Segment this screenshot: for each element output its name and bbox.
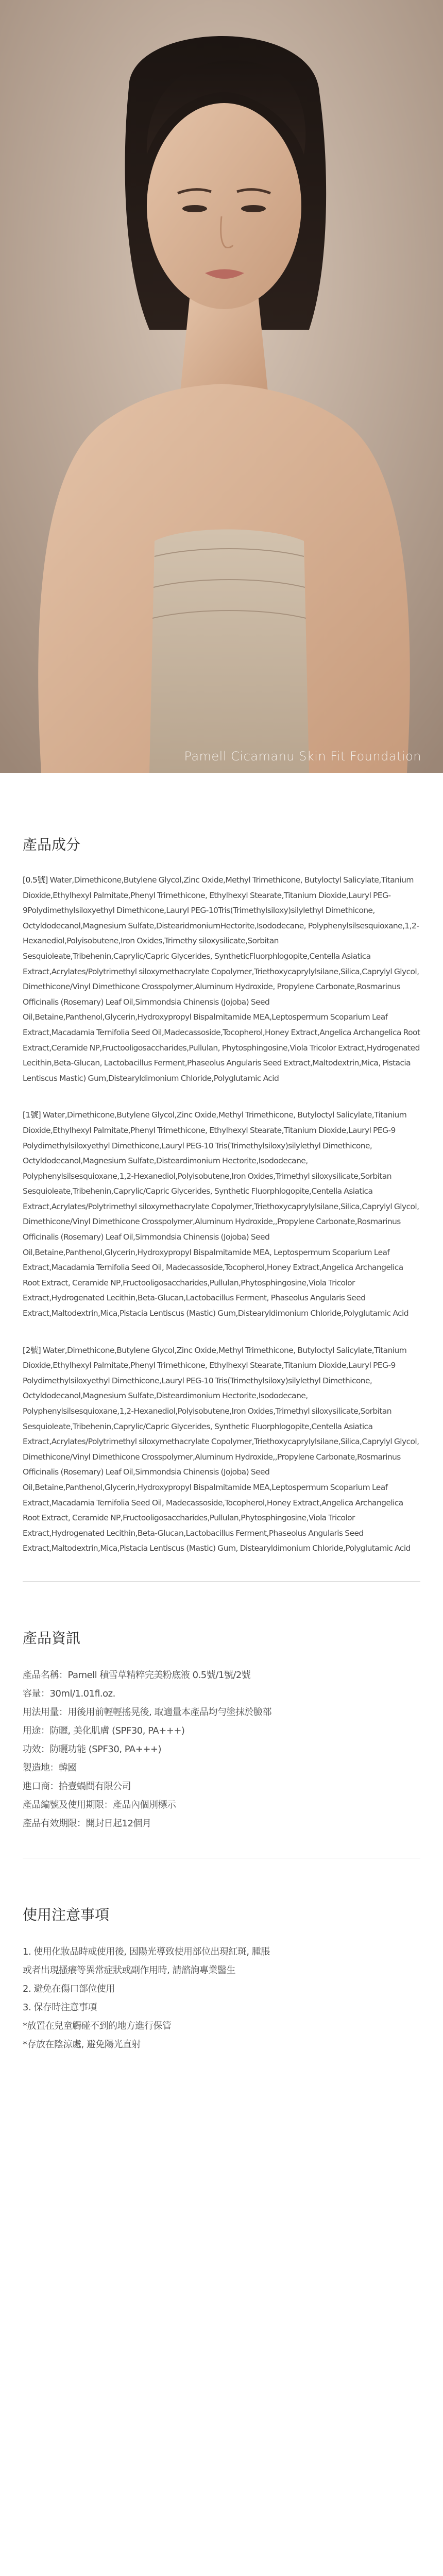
- shade-tag: [0.5號]: [23, 875, 48, 885]
- ingredients-block-0-5: [23, 873, 420, 1086]
- product-info-title: 產品資訊: [23, 1629, 81, 1647]
- info-line: 用途：防曬, 美化肌膚 (SPF30, PA+++): [23, 1725, 185, 1736]
- ingredients-title: 產品成分: [23, 836, 81, 853]
- ingredients-text: Water,Dimethicone,Butylene Glycol,Zinc Oxide,Methyl Trimethicone, Butyloctyl Salicylate,Titanium Dioxide,Ethylhexyl Palmitate,Phenyl Trimethicone, Ethylhexyl Stearate,Titanium Dioxide,Lauryl PEG-9Polydimethylsiloxyethyl Dimethicone,Lauryl PEG-10Tris(Trimethylsiloxy)silylethyl Dimethicone, Octyldodecanol,Magnesium Sulfate,DistearidmoniumHectorite,Isododecane, Polyphenylsilsesquioxane,1,2-Hexanediol,Polyisobutene,Iron Oxides,Trimethy siloxysilicate,Sorbitan Sesquioleate,Tribehenin,Caprylic/Capric Glycerides, SyntheticFluorphlogopite,Centella Asiatica Extract,Acrylates/Polytrimethyl siloxymethacrylate Copolymer,Triethoxycaprylylsilane,Silica,Caprylyl Glycol, Dimethicone/Vinyl Dimethicone Crosspolymer,Aluminum Hydroxide, Propylene Carbonate,Rosmarinus Officinalis (Rosemary) Leaf Oil,Simmondsia Chinensis (Jojoba) Seed Oil,Betaine,Panthenol,Glycerin,Hydroxypropyl Bispalmitamide MEA,Leptospermum Scoparium Leaf Extract,Macadamia Ternifolia Seed Oil,Madecassoside,Tocopherol,Honey Extract,Angelica Archangelica Root Extract,Ceramide NP,Fructooligosaccharides,Pullulan, Phytosphingosine,Viola Tricolor Extract,Hydrogenated Lecithin,Beta-Glucan, Lactobacillus Ferment,Phaseolus Angularis Seed Extract,Maltodextrin,Mica, Pistacia Lentiscus Mastic) Gum,Distearyldimonium Chloride,Polyglutamic Acid: [23, 875, 420, 1083]
- caution-title: 使用注意事項: [23, 1906, 110, 1923]
- hero-caption: Pamell Cicamanu Skin Fit Foundation: [184, 749, 421, 764]
- ingredients-text: Water,Dimethicone,Butylene Glycol,Zinc Oxide,Methyl Trimethicone, Butyloctyl Salicylate,Titanium Dioxide,Ethylhexyl Palmitate,Phenyl Trimethicone, Ethylhexyl Stearate,Titanium Dioxide,Lauryl PEG-9 Polydimethylsiloxyethyl Dimethicone,Lauryl PEG-10 Tris(Trimethylsiloxy)silylethyl Dimethicone, Octyldodecanol,Magnesium Sulfate,Disteardimonium Hectorite,Isododecane, Polyphenylsilsesquioxane,1,2-Hexanediol,Polyisobutene,Iron Oxides,Trimethyl siloxysilicate,Sorbitan Sesquioleate,Tribehenin,Caprylic/Capric Glycerides, Synthetic Fluorphlogopite,Centella Asiatica Extract,Acrylates/Polytrimethyl siloxymethacrylate Copolymer,Triethoxycaprylylsilane,Silica,Caprylyl Glycol, Dimethicone/Vinyl Dimethicone Crosspolymer,Aluminum Hydroxide,,Propylene Carbonate,Rosmarinus Officinalis (Rosemary) Leaf Oil,Simmondsia Chinensis (Jojoba) Seed Oil,Betaine,Panthenol,Glycerin,Hydroxypropyl Bispalmitamide MEA, Leptospermum Scoparium Leaf Extract,Macadamia Ternifolia Seed Oil, Madecassoside,Tocopherol,Honey Extract,Angelica Archangelica Root Extract, Ceramide NP,Fructooligosaccharides,Pullulan,Phytosphingosine,Viola Tricolor Extract,Hydrogenated Lecithin,Beta-Glucan,Lactobacillus Ferment, Phaseolus Angularis Seed Extract,Maltodextrin,Mica,Pistacia Lentiscus (Mastic) Gum,Distearyldimonium Chloride,Polyglutamic Acid: [23, 1110, 419, 1318]
- ingredients-block-2: [23, 1343, 420, 1556]
- product-info-list: [23, 1666, 420, 1833]
- info-line: 產品有效期限：開封日起12個月: [23, 1818, 151, 1829]
- caution-line: *放置在兒童觸碰不到的地方進行保管: [23, 2020, 172, 2031]
- caution-line: 1. 使用化妝品時或使用後, 因陽光導致使用部位出現紅斑, 腫脹: [23, 1946, 270, 1957]
- product-details: [0, 773, 443, 2085]
- ingredients-block-1: [23, 1108, 420, 1321]
- shade-tag: [2號]: [23, 1345, 41, 1355]
- model-photo: [0, 0, 443, 773]
- section-divider: [23, 1581, 420, 1582]
- info-line: 進口商：拾壹蝸間有限公司: [23, 1781, 131, 1792]
- caution-line: 或者出現搔癢等異常症狀或副作用時, 請諮詢專業醫生: [23, 1964, 235, 1976]
- info-line: 產品名稱：Pamell 積雪草精粹完美粉底液 0.5號/1號/2號: [23, 1669, 251, 1681]
- shade-tag: [1號]: [23, 1110, 41, 1120]
- info-line: 用法用量：用後用前輕輕搖晃後, 取適量本產品均勻塗抹於臉部: [23, 1706, 271, 1718]
- caution-line: 2. 避免在傷口部位使用: [23, 1983, 115, 1994]
- caution-line: 3. 保存時注意事項: [23, 2002, 97, 2013]
- info-line: 容量：30ml/1.01fl.oz.: [23, 1688, 115, 1699]
- ingredients-text: Water,Dimethicone,Butylene Glycol,Zinc Oxide,Methyl Trimethicone, Butyloctyl Salicylate,Titanium Dioxide,Ethylhexyl Palmitate,Phenyl Trimethicone, Ethylhexyl Stearate,Titanium Dioxide,Lauryl PEG-9 Polydimethylsiloxyethyl Dimethicone,Lauryl PEG-10 Tris(Trimethylsiloxy)silylethyl Dimethicone, Octyldodecanol,Magnesium Sulfate,Disteardimonium Hectorite,Isododecane, Polyphenylsilsesquioxane,1,2-Hexanediol,Polyisobutene,Iron Oxides,Trimethyl siloxysilicate,Sorbitan Sesquioleate,Tribehenin,Caprylic/Capric Glycerides, Synthetic Fluorphlogopite,Centella Asiatica Extract,Acrylates/Polytrimethyl siloxymethacrylate Copolymer,Triethoxycaprylylsilane,Silica,Caprylyl Glycol, Dimethicone/Vinyl Dimethicone Crosspolymer,Aluminum Hydroxide,,Propylene Carbonate,Rosmarinus Officinalis (Rosemary) Leaf Oil,Simmondsia Chinensis (Jojoba) Seed Oil,Betaine,Panthenol,Glycerin,Hydroxypropyl Bispalmitamide MEA,Leptospermum Scoparium Leaf Extract,Macadamia Ternifolia Seed Oil, Madecassoside,Tocopherol,Honey Extract,Angelica Archangelica Root Extract, Ceramide NP,Fructooligosaccharides,Pullulan,Phytosphingosine,Viola Tricolor Extract,Hydrogenated Lecithin,Beta-Glucan,Lactobacillus Ferment,Phaseolus Angularis Seed Extract,Maltodextrin,Mica,Pistacia Lentiscus (Mastic) Gum, Distearyldimonium Chloride,Polyglutamic Acid: [23, 1345, 419, 1553]
- info-line: 製造地：韓國: [23, 1762, 77, 1773]
- info-line: 產品編號及使用期限：產品內個別標示: [23, 1799, 176, 1810]
- info-line: 功效：防曬功能 (SPF30, PA+++): [23, 1743, 162, 1755]
- caution-list: [23, 1943, 420, 2054]
- hero-banner: [0, 0, 443, 773]
- caution-line: *存放在陰涼處, 避免陽光直射: [23, 2039, 141, 2050]
- ingredients-section: [23, 873, 420, 1556]
